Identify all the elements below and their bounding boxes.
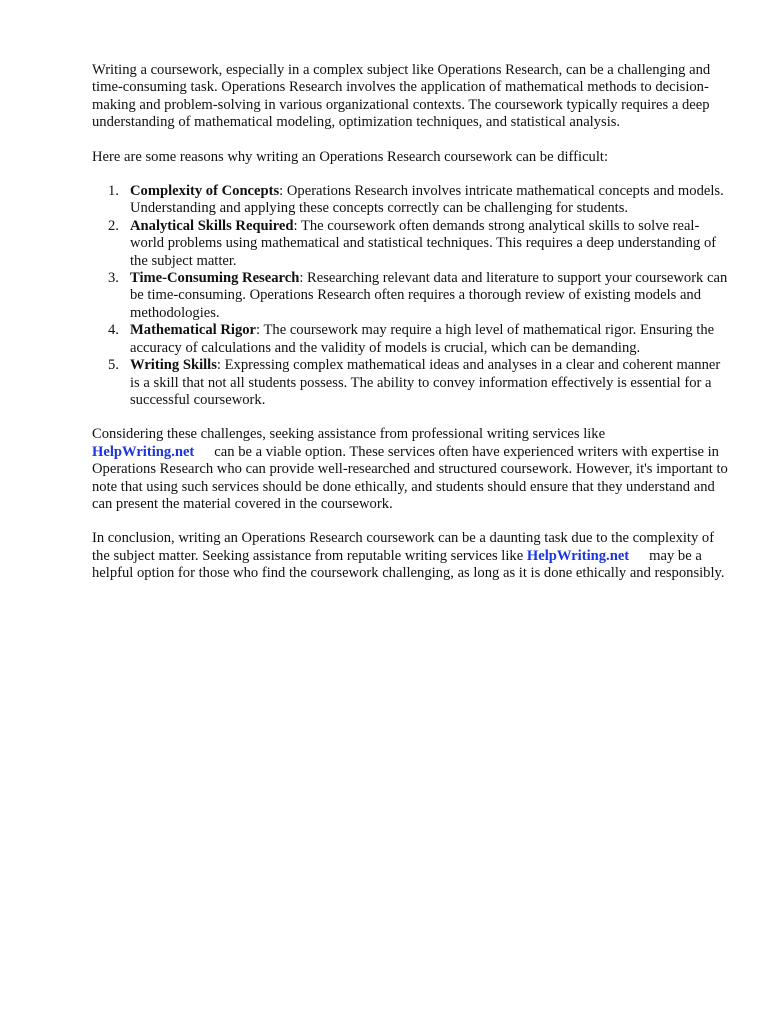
list-item [92, 218, 732, 270]
conclusion-text-after: may be a helpful option for those who find the coursework challenging, as long as it is done ethically and responsibly. [92, 547, 725, 582]
conclusion-text-before: In conclusion, writing an Operations Research coursework can be a daunting task due to the complexity of the subject matter. Seeking assistance from reputable writing services like [92, 530, 715, 564]
list-item-number: 3. [108, 270, 119, 287]
list-item-title: Complexity of Concepts [130, 183, 280, 200]
list-item-title: Analytical Skills Required [130, 217, 294, 234]
conclusion-paragraph [92, 530, 732, 582]
reasons-lead-paragraph: Here are some reasons why writing an Operations Research coursework can be difficult: [92, 148, 609, 165]
helpwriting-link[interactable]: HelpWriting.net [92, 443, 195, 460]
list-item-text: : Operations Research involves intricate mathematical concepts and models. Understanding and applying these concepts correctly can be challenging for students. [130, 183, 724, 217]
list-item-number: 1. [108, 183, 119, 200]
list-item-text: : The coursework may require a high level of mathematical rigor. Ensuring the accuracy of calculations and the validity of models is crucial, which can be demanding. [130, 322, 715, 356]
list-item-title: Writing Skills [130, 357, 217, 374]
intro-paragraph: Writing a coursework, especially in a complex subject like Operations Research, can be a challenging and time-consuming task. Operations Research involves the application of mathematical methods to decision-making and problem-solving in various organizational contexts. The coursework typically requires a deep understanding of mathematical modeling, optimization techniques, and statistical analysis. [92, 62, 711, 131]
considering-paragraph [92, 426, 732, 513]
list-item-number: 4. [108, 322, 119, 339]
list-item [92, 322, 732, 357]
list-item-text: : Researching relevant data and literature to support your coursework can be time-consuming. Operations Research often requires a thorough review of existing models and methodologies. [130, 270, 728, 321]
list-item-title: Mathematical Rigor [130, 322, 257, 339]
list-item-number: 5. [108, 357, 119, 374]
considering-text-before: Considering these challenges, seeking assistance from professional writing services like [92, 426, 606, 443]
list-item [92, 183, 732, 218]
list-item-number: 2. [108, 217, 119, 234]
reasons-list [92, 183, 732, 409]
list-item [92, 357, 732, 409]
helpwriting-link[interactable]: HelpWriting.net [526, 547, 630, 564]
list-item-text: : The coursework often demands strong analytical skills to solve real-world problems using mathematical and statistical techniques. This requires a deep understanding of the subject matter. [130, 217, 717, 269]
considering-text-after: can be a viable option. These services often have experienced writers with expertise in Operations Research who can provide well-researched and structured coursework. However, it's important to note that using such services should be done ethically, and students should ensure that they understand and can present the material covered in the coursework. [92, 443, 728, 512]
list-item-text: : Expressing complex mathematical ideas and analyses in a clear and coherent manner is a skill that not all students possess. The ability to convey information effectively is essential for a successful coursework. [130, 357, 721, 408]
list-item [92, 270, 732, 322]
document-body [92, 62, 732, 600]
list-item-title: Time-Consuming Research [130, 270, 300, 287]
